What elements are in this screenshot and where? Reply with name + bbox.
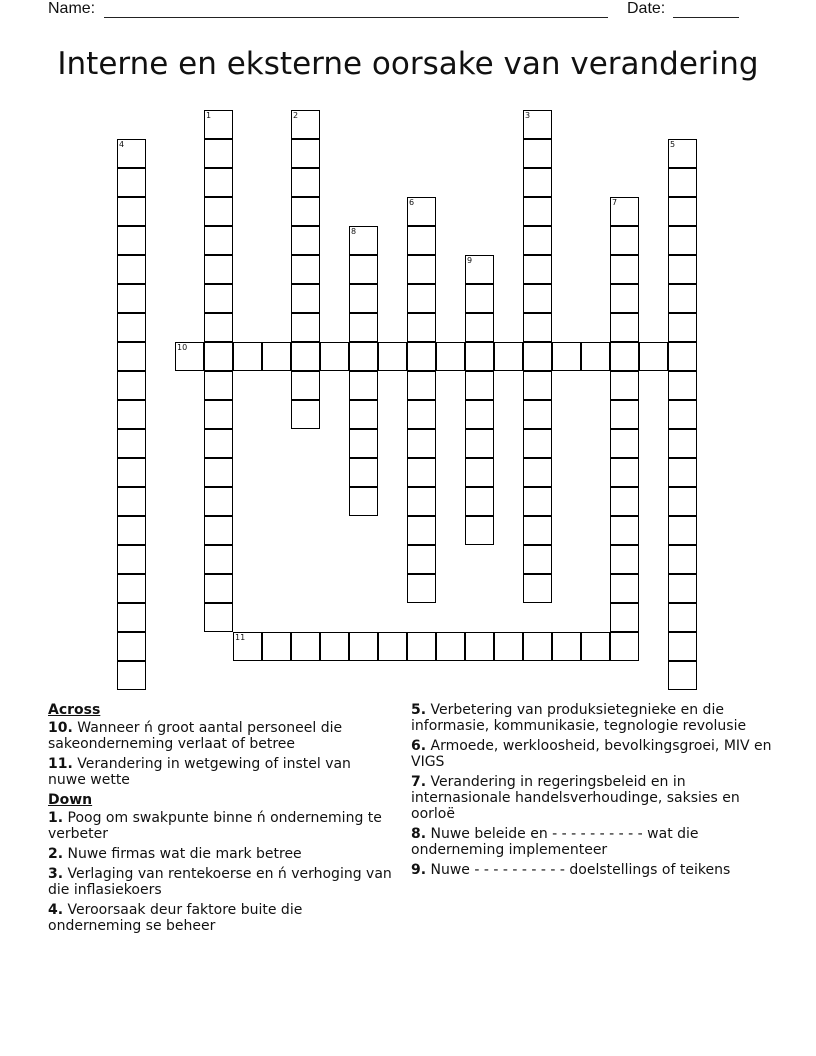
crossword-cell[interactable] — [523, 139, 552, 168]
clue-text: Nuwe firmas wat die mark betree — [67, 846, 302, 862]
crossword-cell[interactable] — [378, 632, 407, 661]
down-heading: Down — [48, 792, 93, 808]
clue-number: 4. — [48, 902, 64, 918]
crossword-cell[interactable] — [610, 400, 639, 429]
clue-down-1 — [48, 810, 393, 842]
clue-number-label: 2 — [293, 111, 299, 120]
clue-number-label: 9 — [467, 256, 473, 265]
crossword-cell[interactable] — [523, 284, 552, 313]
crossword-cell[interactable] — [610, 632, 639, 661]
crossword-cell[interactable] — [523, 516, 552, 545]
page-title: Interne en eksterne oorsake van verandering — [57, 46, 759, 82]
crossword-cell[interactable] — [204, 168, 233, 197]
clue-number: 10. — [48, 720, 73, 736]
crossword-cell[interactable] — [291, 284, 320, 313]
crossword-cell[interactable] — [117, 371, 146, 400]
crossword-cell[interactable] — [117, 197, 146, 226]
crossword-cell[interactable] — [407, 284, 436, 313]
crossword-cell[interactable] — [668, 574, 697, 603]
crossword-cell[interactable] — [465, 429, 494, 458]
crossword-cell[interactable] — [465, 313, 494, 342]
crossword-cell[interactable] — [610, 371, 639, 400]
clue-down-4 — [48, 902, 393, 934]
clue-text: Verandering in wetgewing of instel van nuwe wette — [48, 756, 351, 788]
name-label: Name: — [48, 0, 96, 17]
crossword-cell[interactable] — [117, 400, 146, 429]
crossword-cell[interactable] — [610, 226, 639, 255]
clue-down-8 — [411, 826, 773, 858]
crossword-cell[interactable] — [262, 342, 291, 371]
crossword-cell[interactable] — [117, 487, 146, 516]
crossword-cell[interactable] — [523, 574, 552, 603]
crossword-cell[interactable] — [523, 342, 552, 371]
clue-number-label: 1 — [206, 111, 212, 120]
crossword-cell[interactable] — [117, 313, 146, 342]
crossword-cell[interactable] — [291, 342, 320, 371]
clue-number: 8. — [411, 826, 427, 842]
clues-right-column — [411, 702, 773, 882]
crossword-cell[interactable] — [204, 400, 233, 429]
clue-number: 3. — [48, 866, 64, 882]
crossword-cell[interactable] — [204, 487, 233, 516]
clue-across-11 — [48, 756, 393, 788]
crossword-cell[interactable] — [117, 255, 146, 284]
crossword-cell[interactable] — [581, 342, 610, 371]
crossword-cell[interactable] — [291, 139, 320, 168]
crossword-cell[interactable] — [668, 342, 697, 371]
crossword-cell[interactable] — [407, 226, 436, 255]
crossword-cell[interactable] — [291, 197, 320, 226]
crossword-cell[interactable] — [465, 632, 494, 661]
clue-text: Nuwe beleide en - - - - - - - - - - wat die onderneming implementeer — [411, 826, 699, 858]
crossword-cell[interactable] — [465, 516, 494, 545]
crossword-cell[interactable] — [668, 632, 697, 661]
crossword-cell[interactable] — [494, 632, 523, 661]
crossword-cell[interactable] — [320, 632, 349, 661]
clue-down-7 — [411, 774, 773, 822]
crossword-cell[interactable] — [465, 487, 494, 516]
crossword-cell[interactable] — [117, 574, 146, 603]
crossword-cell[interactable] — [523, 487, 552, 516]
crossword-cell[interactable] — [407, 371, 436, 400]
crossword-cell[interactable] — [349, 400, 378, 429]
crossword-cell[interactable] — [117, 516, 146, 545]
crossword-cell[interactable] — [610, 516, 639, 545]
crossword-cell[interactable] — [668, 197, 697, 226]
crossword-cell[interactable] — [117, 545, 146, 574]
clue-number: 7. — [411, 774, 427, 790]
crossword-cell[interactable] — [407, 400, 436, 429]
crossword-cell[interactable] — [291, 632, 320, 661]
crossword-cell[interactable] — [117, 661, 146, 690]
crossword-cell[interactable] — [581, 632, 610, 661]
clue-number: 1. — [48, 810, 64, 826]
crossword-cell[interactable] — [291, 168, 320, 197]
crossword-cell[interactable] — [204, 545, 233, 574]
crossword-cell[interactable] — [523, 371, 552, 400]
crossword-cell[interactable] — [465, 342, 494, 371]
crossword-cell[interactable] — [291, 255, 320, 284]
crossword-cell[interactable] — [668, 603, 697, 632]
across-heading: Across — [48, 702, 101, 718]
clue-number: 5. — [411, 702, 427, 718]
crossword-cell[interactable] — [407, 632, 436, 661]
crossword-cell[interactable] — [523, 197, 552, 226]
clue-text: Armoede, werkloosheid, bevolkingsgroei, MIV en VIGS — [411, 738, 772, 770]
crossword-cell[interactable] — [523, 545, 552, 574]
crossword-cell[interactable] — [349, 429, 378, 458]
crossword-cell[interactable] — [668, 284, 697, 313]
clue-text: Nuwe - - - - - - - - - - doelstellings of teikens — [430, 862, 731, 878]
crossword-cell[interactable] — [117, 226, 146, 255]
crossword-cell[interactable] — [407, 516, 436, 545]
crossword-cell[interactable] — [204, 226, 233, 255]
crossword-cell[interactable] — [349, 458, 378, 487]
clue-down-6 — [411, 738, 773, 770]
crossword-cell[interactable] — [291, 371, 320, 400]
crossword-cell[interactable] — [204, 429, 233, 458]
crossword-cell[interactable] — [349, 284, 378, 313]
crossword-cell[interactable] — [523, 429, 552, 458]
clue-number-label: 10 — [177, 343, 188, 352]
crossword-cell[interactable] — [349, 342, 378, 371]
crossword-cell[interactable] — [204, 574, 233, 603]
crossword-cell[interactable] — [610, 574, 639, 603]
crossword-cell[interactable] — [668, 168, 697, 197]
crossword-cell[interactable] — [610, 545, 639, 574]
clue-number-label: 4 — [119, 140, 125, 149]
clue-down-9 — [411, 862, 773, 878]
crossword-cell[interactable] — [407, 458, 436, 487]
crossword-cell[interactable] — [117, 632, 146, 661]
crossword-cell[interactable] — [668, 487, 697, 516]
clue-number-label: 11 — [235, 633, 246, 642]
clue-text: Veroorsaak deur faktore buite die onderneming se beheer — [48, 902, 303, 934]
crossword-cell[interactable] — [407, 342, 436, 371]
crossword-cell[interactable] — [610, 284, 639, 313]
crossword-cell[interactable] — [407, 255, 436, 284]
crossword-cell[interactable] — [233, 342, 262, 371]
clue-text: Wanneer ń groot aantal personeel die sakeonderneming verlaat of betree — [48, 720, 343, 752]
crossword-cell[interactable] — [436, 632, 465, 661]
clue-number: 9. — [411, 862, 427, 878]
crossword-cell[interactable] — [436, 342, 465, 371]
clue-down-5 — [411, 702, 773, 734]
crossword-cell[interactable] — [204, 255, 233, 284]
clue-number-label: 6 — [409, 198, 415, 207]
crossword-cell[interactable] — [117, 429, 146, 458]
clue-text: Verbetering van produksietegnieke en die informasie, kommunikasie, tegnologie revolusie — [411, 702, 747, 734]
crossword-cell[interactable] — [668, 255, 697, 284]
crossword-cell[interactable] — [523, 226, 552, 255]
clue-text: Poog om swakpunte binne ń onderneming te verbeter — [48, 810, 382, 842]
crossword-cell[interactable] — [291, 226, 320, 255]
crossword-cell[interactable] — [465, 284, 494, 313]
crossword-cell[interactable] — [349, 313, 378, 342]
date-label: Date: — [627, 0, 666, 17]
crossword-cell[interactable] — [407, 545, 436, 574]
crossword-cell[interactable] — [523, 400, 552, 429]
crossword-cell[interactable] — [668, 458, 697, 487]
crossword-cell[interactable] — [378, 342, 407, 371]
crossword-cell[interactable] — [494, 342, 523, 371]
crossword-cell[interactable] — [668, 429, 697, 458]
crossword-cell[interactable] — [523, 168, 552, 197]
crossword-cell[interactable] — [204, 284, 233, 313]
crossword-cell[interactable] — [204, 458, 233, 487]
crossword-cell[interactable] — [465, 458, 494, 487]
crossword-cell[interactable] — [117, 284, 146, 313]
crossword-cell[interactable] — [117, 168, 146, 197]
crossword-cell[interactable] — [117, 342, 146, 371]
crossword-cell[interactable] — [349, 632, 378, 661]
crossword-cell[interactable] — [668, 313, 697, 342]
clue-number-label: 8 — [351, 227, 357, 236]
clue-number-label: 7 — [612, 198, 618, 207]
clue-down-3 — [48, 866, 393, 898]
crossword-cell[interactable] — [262, 632, 291, 661]
crossword-cell[interactable] — [610, 458, 639, 487]
crossword-cell[interactable] — [523, 255, 552, 284]
crossword-cell[interactable] — [668, 226, 697, 255]
crossword-cell[interactable] — [465, 400, 494, 429]
clue-number: 6. — [411, 738, 427, 754]
clue-number-label: 3 — [525, 111, 531, 120]
clue-text: Verandering in regeringsbeleid en in internasionale handelsverhoudinge, saksies en oorloë — [411, 774, 740, 822]
clue-number-label: 5 — [670, 140, 676, 149]
crossword-cell[interactable] — [523, 458, 552, 487]
crossword-cell[interactable] — [291, 313, 320, 342]
crossword-cell[interactable] — [610, 603, 639, 632]
crossword-cell[interactable] — [349, 487, 378, 516]
crossword-cell[interactable] — [349, 371, 378, 400]
crossword-cell[interactable] — [610, 255, 639, 284]
crossword-cell[interactable] — [668, 371, 697, 400]
crossword-cell[interactable] — [117, 603, 146, 632]
clue-down-2 — [48, 846, 393, 862]
crossword-cell[interactable] — [552, 632, 581, 661]
crossword-cell[interactable] — [668, 516, 697, 545]
crossword-cell[interactable] — [204, 603, 233, 632]
crossword-cell[interactable] — [668, 400, 697, 429]
crossword-cell[interactable] — [523, 313, 552, 342]
crossword-cell[interactable] — [523, 632, 552, 661]
crossword-cell[interactable] — [407, 429, 436, 458]
crossword-cell[interactable] — [610, 313, 639, 342]
crossword-cell[interactable] — [117, 458, 146, 487]
crossword-cell[interactable] — [349, 255, 378, 284]
crossword-cell[interactable] — [610, 429, 639, 458]
crossword-cell[interactable] — [204, 197, 233, 226]
crossword-cell[interactable] — [407, 313, 436, 342]
clue-number: 11. — [48, 756, 73, 772]
clues-left-column — [48, 702, 393, 938]
crossword-cell[interactable] — [668, 545, 697, 574]
crossword-cell[interactable] — [407, 487, 436, 516]
crossword-cell[interactable] — [639, 342, 668, 371]
crossword-cell[interactable] — [610, 342, 639, 371]
crossword-cell[interactable] — [291, 400, 320, 429]
crossword-cell[interactable] — [407, 574, 436, 603]
clue-text: Verlaging van rentekoerse en ń verhoging van die inflasiekoers — [48, 866, 392, 898]
crossword-cell[interactable] — [610, 487, 639, 516]
crossword-cell[interactable] — [668, 661, 697, 690]
crossword-cell[interactable] — [465, 371, 494, 400]
crossword-cell[interactable] — [320, 342, 349, 371]
clue-number: 2. — [48, 846, 64, 862]
crossword-cell[interactable] — [552, 342, 581, 371]
crossword-cell[interactable] — [204, 342, 233, 371]
crossword-cell[interactable] — [204, 139, 233, 168]
crossword-cell[interactable] — [204, 313, 233, 342]
crossword-cell[interactable] — [204, 371, 233, 400]
crossword-cell[interactable] — [204, 516, 233, 545]
clue-across-10 — [48, 720, 393, 752]
